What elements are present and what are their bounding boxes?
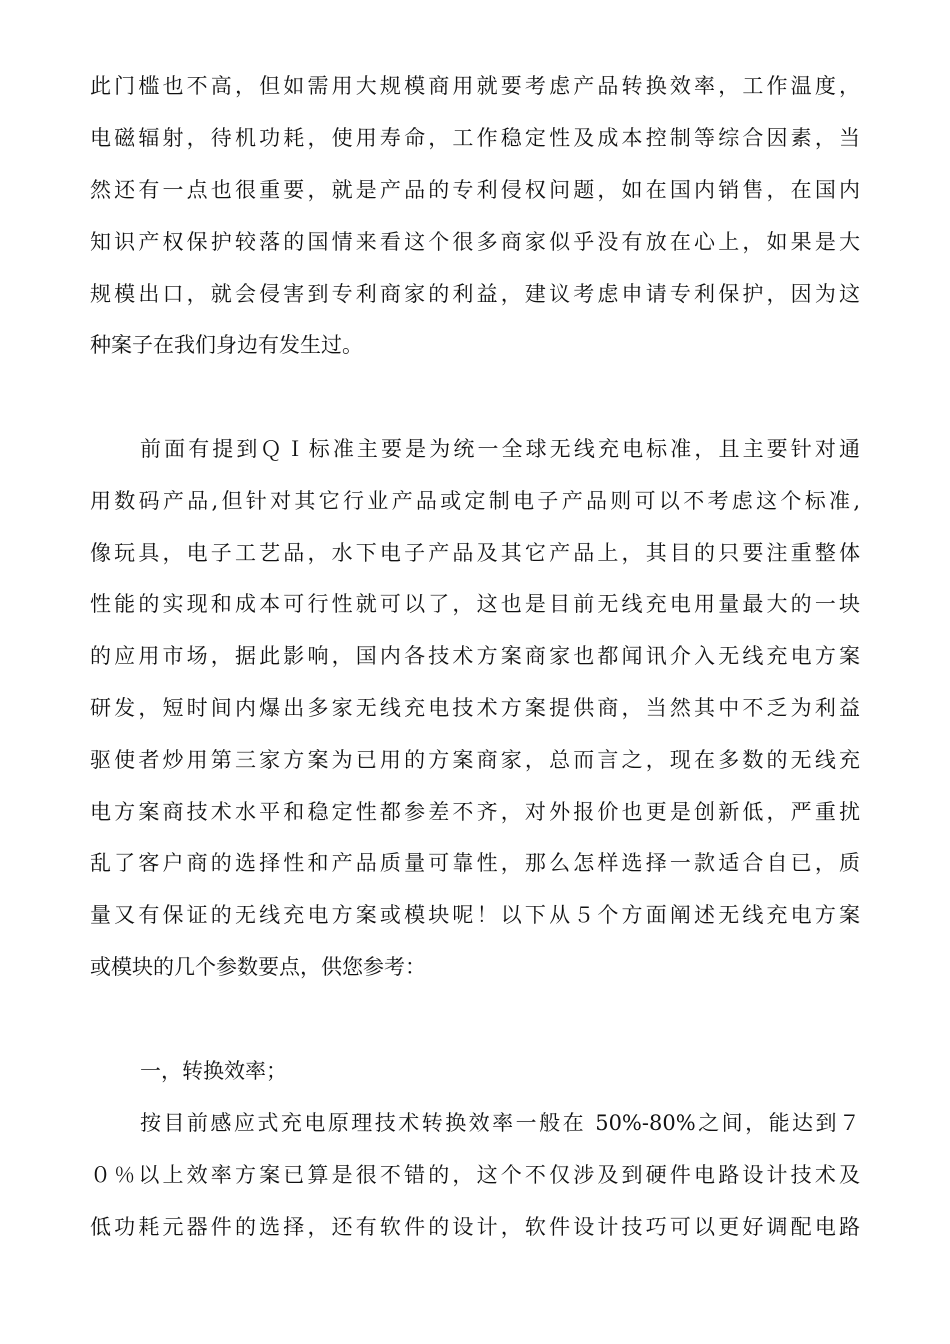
paragraph-2-line-4: 性能的实现和成本可行性就可以了，这也是目前无线充电用量最大的一块	[90, 592, 860, 616]
paragraph-1-line-6: 种案子在我们身边有发生过。	[90, 333, 363, 357]
paragraph-2-line-7: 驱使者炒用第三家方案为已用的方案商家，总而言之，现在多数的无线充	[90, 748, 860, 772]
paragraph-2-line-10: 量又有保证的无线充电方案或模块呢！以下从５个方面阐述无线充电方案	[90, 903, 860, 927]
paragraph-1-line-5: 规模出口，就会侵害到专利商家的利益，建议考虑申请专利保护，因为这	[90, 282, 860, 306]
paragraph-2-line-9: 乱了客户商的选择性和产品质量可靠性，那么怎样选择一款适合自已，质	[90, 851, 860, 875]
paragraph-1-line-2: 电磁辐射，待机功耗，使用寿命，工作稳定性及成本控制等综合因素，当	[90, 126, 860, 150]
paragraph-2-line-5: 的应用市场，据此影响，国内各技术方案商家也都闻讯介入无线充电方案	[90, 644, 860, 668]
paragraph-1-line-1: 此门槛也不高，但如需用大规模商用就要考虑产品转换效率，工作温度，	[90, 74, 860, 98]
paragraph-1-line-4: 知识产权保护较落的国情来看这个很多商家似乎没有放在心上，如果是大	[90, 230, 860, 254]
paragraph-1-line-3: 然还有一点也很重要，就是产品的专利侵权问题，如在国内销售，在国内	[90, 178, 860, 202]
paragraph-2-line-11: 或模块的几个参数要点，供您参考：	[90, 955, 426, 979]
paragraph-2-line-8: 电方案商技术水平和稳定性都参差不齐，对外报价也更是创新低，严重扰	[90, 800, 860, 824]
paragraph-2-line-1: 前面有提到ＱＩ标准主要是为统一全球无线充电标准，且主要针对通	[140, 437, 860, 461]
paragraph-3-line-2: ０％以上效率方案已算是很不错的，这个不仅涉及到硬件电路设计技术及	[90, 1163, 860, 1187]
paragraph-3-line-1: 按目前感应式充电原理技术转换效率一般在 50%-80%之间，能达到７	[140, 1111, 860, 1135]
paragraph-3-line-3: 低功耗元器件的选择，还有软件的设计，软件设计技巧可以更好调配电路	[90, 1215, 860, 1239]
section-heading-conversion-efficiency: 一，转换效率；	[140, 1059, 287, 1083]
paragraph-2-line-6: 研发，短时间内爆出多家无线充电技术方案提供商，当然其中不乏为利益	[90, 696, 860, 720]
paragraph-2-line-3: 像玩具，电子工艺品，水下电子产品及其它产品上，其目的只要注重整体	[90, 541, 860, 565]
paragraph-2-line-2: 用数码产品,但针对其它行业产品或定制电子产品则可以不考虑这个标准,	[90, 489, 860, 513]
